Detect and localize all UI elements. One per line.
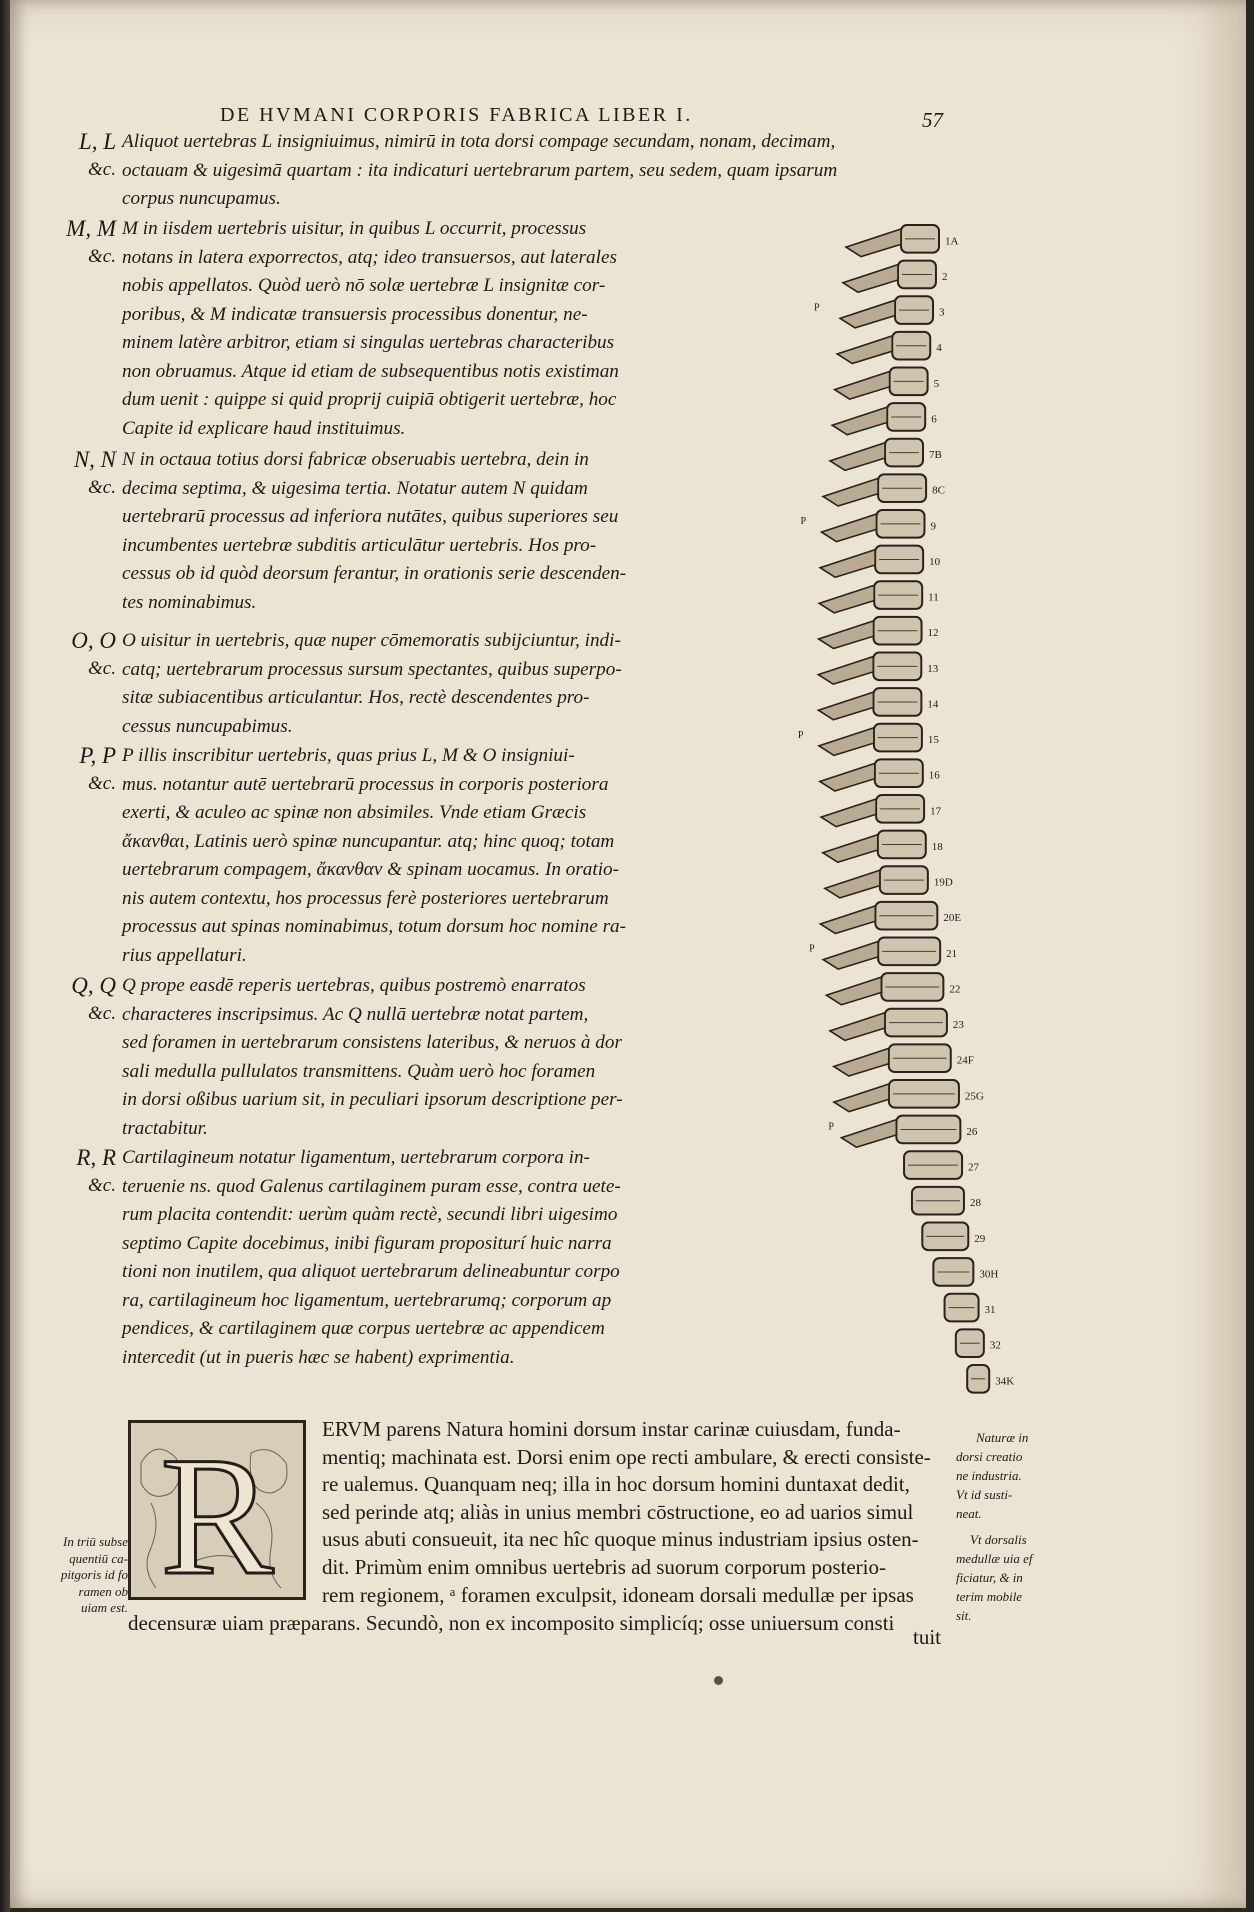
side-note-line: In triū subse: [63, 1534, 128, 1549]
spinous-process: [820, 763, 875, 791]
spinous-process: [820, 906, 875, 934]
vertebra-number-label: 3: [939, 306, 945, 319]
vertebra-number-label: 27: [968, 1161, 980, 1174]
spinous-process-letter: P: [828, 1121, 834, 1133]
note-line: cessus ob id quòd deorsum ferantur, in orationis serie descenden-: [122, 563, 627, 584]
marker-main: L, L: [78, 129, 116, 154]
spinous-process: [832, 407, 887, 435]
note-line: sali medulla pullulatos transmittens. Quàm uerò hoc foramen: [122, 1060, 596, 1082]
spinous-process: [819, 621, 874, 649]
side-note-left: [36, 1534, 128, 1617]
body-line: decensuræ uiam præparans. Secundò, non ex incomposito simplicíq; osse uniuersum consti: [128, 1611, 895, 1635]
running-title: DE HVMANI CORPORIS FABRICA LIBER I.: [220, 104, 693, 126]
note-line: intercedit (ut in pueris hæc se habent) exprimentia.: [122, 1346, 515, 1368]
marker-etc: &c.: [88, 658, 116, 679]
vertebra-number-label: 16: [928, 769, 940, 782]
spinous-process: [843, 265, 898, 293]
vertebra-number-label: 8C: [932, 484, 945, 497]
spinous-process-letter: P: [797, 729, 804, 741]
note-marker-q: [34, 972, 116, 1028]
body-line: ERVM parens Natura homini dorsum instar carinæ cuiusdam, funda-: [322, 1417, 901, 1441]
side-note-line: dorsi creatio: [956, 1449, 1023, 1464]
note-line: corpus nuncupamus.: [122, 188, 281, 209]
marker-etc: &c.: [88, 1003, 116, 1024]
vertebra-number-label: 1A: [945, 235, 959, 248]
side-note-line: Vt id susti-: [956, 1487, 1013, 1502]
side-note-line: pitgoris id fo: [60, 1567, 128, 1582]
note-line: sitæ subiacentibus articulantur. Hos, rectè descendentes pro-: [122, 687, 590, 708]
spinous-process: [840, 300, 895, 328]
note-line: rum placita contendit: uerùm quàm rectè, secundi libri uigesimo: [122, 1204, 618, 1225]
spinous-process-letter: P: [814, 302, 820, 314]
body-line: re ualemus. Quanquam neq; illa in hoc dorsum homini duntaxat dedit,: [322, 1472, 910, 1497]
marker-main: M, M: [66, 216, 116, 241]
vertebra-number-label: 34K: [995, 1375, 1015, 1388]
side-note-line: Naturæ in: [976, 1430, 1029, 1445]
marker-etc: &c.: [88, 159, 116, 180]
spine-illustration: [720, 205, 1050, 1400]
note-line: tractabitur.: [122, 1117, 208, 1139]
note-block-q: [122, 972, 623, 1143]
note-line: cessus nuncupabimus.: [122, 715, 293, 737]
side-note-right-top: [956, 1428, 1028, 1523]
marker-main: P, P: [79, 743, 116, 768]
spinous-process: [841, 1120, 896, 1148]
note-line: processus aut spinas nominabimus, totum dorsum hoc nomine ra-: [122, 916, 627, 937]
note-line: P illis inscribitur uertebris, quas prius L, M & O insigniui-: [122, 745, 575, 766]
main-body-text: [322, 1416, 942, 1609]
spinous-process: [818, 657, 873, 685]
note-line: pendices, & cartilaginem quæ corpus uertebræ ac appendicem: [122, 1318, 605, 1339]
note-line: ra, cartilagineum hoc ligamentum, uertebrarumq; corporum ap: [122, 1289, 612, 1311]
note-line: nis autem contextu, hos processus ferè posteriores uertebrarum: [122, 887, 609, 909]
spinous-process-letter: P: [800, 516, 807, 527]
dropcap-letter: R: [160, 1423, 274, 1597]
spinous-process: [819, 728, 874, 756]
note-line: tioni non inutilem, qua aliquot uertebrarum delineabuntur corpo: [122, 1261, 620, 1282]
catchword: tuit: [913, 1625, 942, 1649]
marker-etc: &c.: [88, 477, 116, 498]
note-line: octauam & uigesimā quartam : ita indicaturi uertebrarum partem, seu sedem, quam ipsarum: [122, 159, 838, 181]
vertebra-number-label: 20E: [943, 912, 962, 925]
side-note-line: ficiatur, & in: [956, 1570, 1023, 1585]
side-note-line: ne industria.: [956, 1468, 1022, 1483]
spinous-process-letter: P: [809, 943, 815, 955]
vertebra-number-label: 25G: [964, 1090, 984, 1103]
note-line: O uisitur in uertebris, quæ nuper cōmemoratis subijciuntur, indi-: [122, 630, 621, 651]
note-line: non obruamus. Atque id etiam de subsequentibus notis existiman: [122, 360, 619, 382]
side-note-line: ramen ob: [78, 1583, 128, 1599]
spinous-process: [821, 799, 876, 827]
note-line: uertebrarum compagem, ἄκανθαν & spinam uocamus. In oratio-: [122, 859, 620, 880]
note-block-n: [122, 446, 626, 617]
vertebra-number-label: 7B: [929, 449, 942, 462]
note-marker-m: [34, 215, 116, 271]
note-line: M in iisdem uertebris uisitur, in quibus L occurrit, processus: [122, 218, 587, 239]
note-line: Cartilagineum notatur ligamentum, uertebrarum corpora in-: [122, 1147, 590, 1168]
note-line: nobis appellatos. Quòd uerò nō solæ uertebræ L insignitæ cor-: [122, 275, 606, 296]
note-line: decima septima, & uigesima tertia. Notatur autem N quidam: [122, 477, 588, 499]
marker-etc: &c.: [88, 246, 116, 267]
marker-main: R, R: [76, 1145, 116, 1170]
vertebra-number-label: 9: [930, 520, 936, 533]
main-body-text-full-width: [128, 1610, 894, 1638]
page-number: 57: [922, 108, 943, 132]
spinous-process: [823, 478, 878, 506]
vertebra-number-label: 5: [933, 377, 940, 390]
marker-main: Q, Q: [71, 973, 116, 998]
side-note-line: sit.: [956, 1608, 972, 1623]
vertebra-number-label: 26: [966, 1125, 978, 1138]
note-block-l: [122, 128, 837, 214]
vertebra-number-label: 28: [969, 1197, 981, 1210]
vertebra-number-label: 11: [928, 591, 939, 604]
note-line: minem latère arbitror, etiam si singulas uertebras characteribus: [122, 332, 615, 353]
spinous-process: [820, 550, 875, 578]
marker-etc: &c.: [88, 1175, 116, 1196]
spinous-process: [825, 870, 880, 898]
vertebra-number-label: 22: [949, 983, 961, 996]
note-marker-l: [34, 128, 116, 184]
note-line: catq; uertebrarum processus sursum spectantes, quibus superpo-: [122, 658, 622, 680]
spinous-process: [846, 229, 901, 257]
spinous-process: [821, 514, 876, 542]
note-line: poribus, & M indicatæ transuersis processibus donentur, ne-: [122, 303, 588, 325]
vertebra-number-label: 29: [974, 1232, 986, 1245]
note-marker-n: [34, 446, 116, 502]
dropcap-ornament: [131, 1423, 303, 1597]
note-line: Capite id explicare haud instituimus.: [122, 417, 406, 439]
vertebral-column: [818, 225, 989, 1393]
note-marker-r: [34, 1144, 116, 1200]
note-line: mus. notantur autē uertebrarū processus in corporis posteriora: [122, 773, 609, 795]
spinous-process: [823, 835, 878, 863]
body-line: dit. Primùm enim omnibus uertebris ad suorum corporum posterio-: [322, 1554, 887, 1579]
body-line: mentiq; machinata est. Dorsi enim ope recti ambulare, & erecti consiste-: [322, 1444, 931, 1469]
note-line: exerti, & aculeo ac spinæ non absimiles. Vnde etiam Græcis: [122, 802, 587, 823]
vertebra-number-label: 14: [927, 698, 939, 711]
vertebra-number-label: 6: [931, 413, 937, 426]
spinous-process: [823, 942, 878, 970]
note-line: Q prope easdē reperis uertebras, quibus postremò enarratos: [122, 975, 586, 996]
vertebra-number-label: 4: [936, 342, 942, 355]
note-line: rius appellaturi.: [122, 944, 247, 966]
spinous-process: [835, 372, 890, 400]
side-note-line: neat.: [956, 1506, 982, 1521]
note-line: N in octaua totius dorsi fabricæ obseruabis uertebra, dein in: [122, 449, 589, 470]
marker-main: O, O: [71, 628, 116, 653]
spinous-process: [819, 585, 874, 613]
spinous-process: [834, 1084, 889, 1112]
note-line: tes nominabimus.: [122, 591, 257, 613]
note-block-o: [122, 627, 622, 741]
side-note-line: Vt dorsalis: [970, 1532, 1027, 1547]
body-line: sed perinde atq; aliàs in unius membri cōstructione, eo ad uarios simul: [322, 1499, 914, 1524]
vertebra-number-label: 32: [989, 1339, 1001, 1352]
ink-spot: [714, 1676, 723, 1685]
note-line: in dorsi oßibus uarium sit, in peculiari ipsorum descriptione per-: [122, 1089, 623, 1110]
spinous-process: [837, 336, 892, 364]
note-line: notans in latera exporrectos, atq; ideo transuersos, aut laterales: [122, 246, 617, 268]
spinous-process: [826, 977, 881, 1005]
side-note-line: terim mobile: [956, 1589, 1023, 1604]
note-block-p: [122, 742, 626, 970]
note-line: ἄκανθαι, Latinis uerò spinæ nuncupantur. atq; hinc quoq; totam: [122, 830, 615, 852]
note-block-r: [122, 1144, 621, 1372]
note-line: Aliquot uertebras L insigniuimus, nimirū in tota dorsi compage secundam, nonam, decimam,: [122, 131, 836, 152]
vertebra-number-label: 12: [927, 627, 939, 640]
note-marker-p: [34, 742, 116, 798]
vertebra-number-label: 31: [984, 1304, 996, 1317]
vertebra-number-label: 2: [941, 270, 948, 283]
note-block-m: [122, 215, 619, 443]
spinous-process: [830, 443, 885, 471]
side-note-line: medullæ uia ef: [956, 1551, 1033, 1566]
note-line: dum uenit : quippe si quid proprij cuipiā obtigerit uertebræ, hoc: [122, 389, 617, 410]
marker-main: N, N: [73, 447, 116, 472]
vertebra-number-label: 17: [930, 805, 942, 818]
vertebra-number-label: 21: [946, 947, 958, 960]
note-line: incumbentes uertebræ subditis articulātur uertebris. Hos pro-: [122, 534, 597, 556]
vertebra-number-label: 18: [931, 840, 943, 853]
note-line: characteres inscripsimus. Ac Q nullā uertebræ notat partem,: [122, 1003, 589, 1025]
vertebra-number-label: 10: [929, 555, 941, 568]
note-marker-o: [34, 627, 116, 683]
side-note-right-bottom: [956, 1530, 1033, 1625]
spinous-process: [818, 692, 873, 720]
vertebra-number-label: 19D: [933, 876, 953, 889]
spinous-process: [834, 1048, 889, 1076]
body-line: rem regionem, ᵃ foramen exculpsit, idoneam dorsali medullæ per ipsas: [322, 1582, 914, 1607]
note-line: sed foramen in uertebrarum consistens lateribus, & neruos à dor: [122, 1032, 622, 1053]
body-line: usus abuti consueuit, ita nec hîc quoque minus industriam ipsius osten-: [322, 1527, 919, 1552]
note-line: teruenie ns. quod Galenus cartilaginem puram esse, contra uete-: [122, 1175, 621, 1197]
note-line: septimo Capite docebimus, inibi figuram propositurí huic narra: [122, 1232, 612, 1254]
side-note-line: quentiū ca-: [69, 1550, 128, 1566]
dropcap-woodcut: [128, 1420, 306, 1600]
vertebra-number-label: 30H: [979, 1268, 999, 1281]
vertebra-number-label: 24F: [956, 1054, 974, 1067]
marker-etc: &c.: [88, 773, 116, 794]
side-note-line: uiam est.: [81, 1600, 128, 1615]
note-line: uertebrarū processus ad inferiora nutātes, quibus superiores seu: [122, 506, 619, 527]
vertebra-number-label: 15: [927, 734, 939, 747]
book-gutter-shadow: [0, 0, 10, 1912]
vertebra-number-label: 23: [952, 1019, 964, 1032]
vertebra-number-label: 13: [927, 662, 939, 675]
spinous-process: [830, 1013, 885, 1041]
